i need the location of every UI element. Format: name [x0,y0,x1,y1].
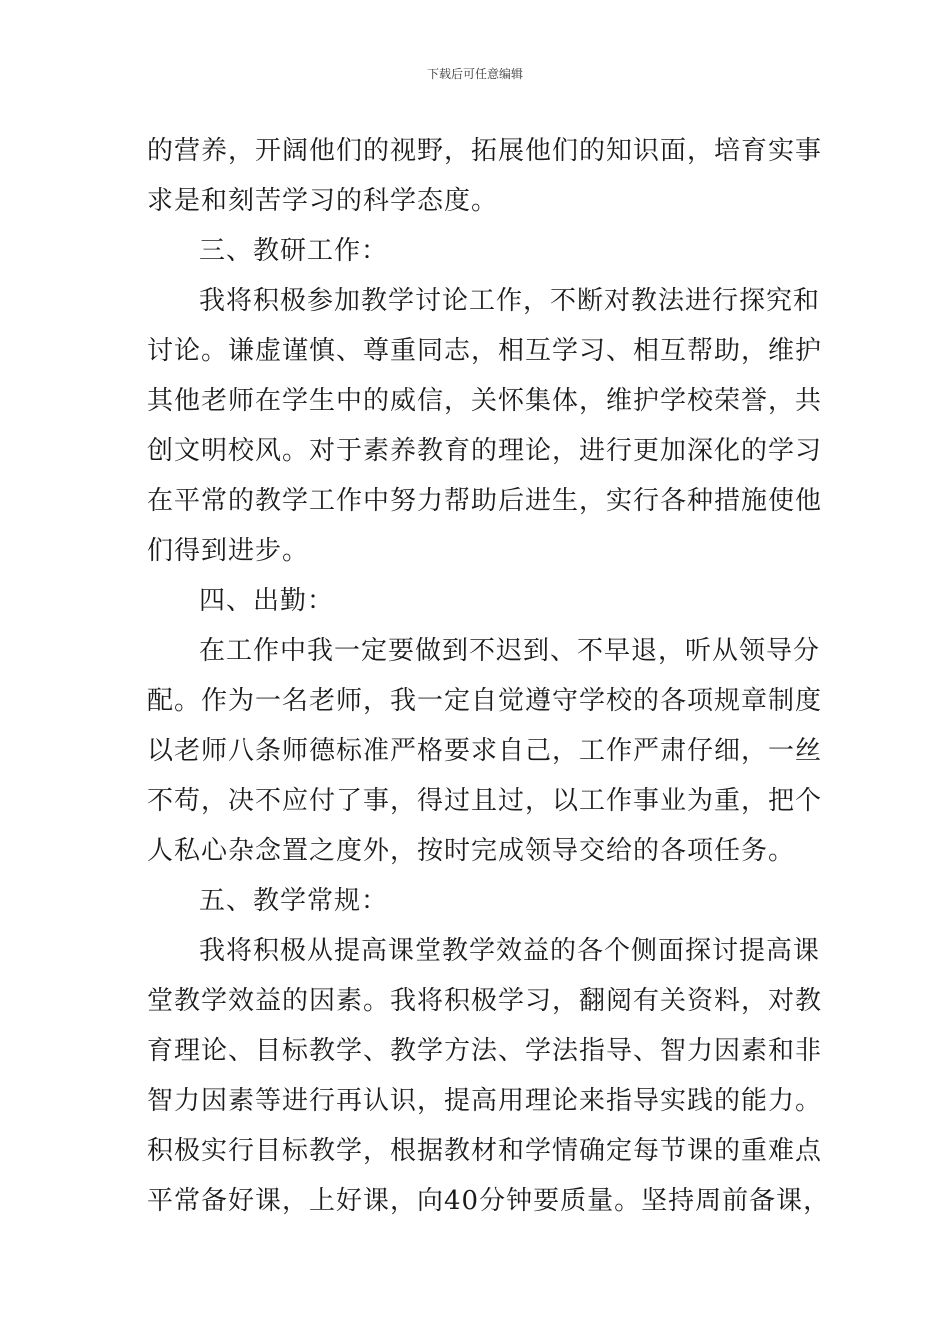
text-line: 讨论。谦虚谨慎、尊重同志，相互学习、相互帮助，维护 [147,336,823,366]
text-line: 我将积极参加教学讨论工作，不断对教法进行探究和 [199,286,821,316]
text-line: 四、出勤： [199,586,335,616]
page-header: 下载后可任意编辑 [426,67,523,81]
text-line: 创文明校风。对于素养教育的理论，进行更加深化的学习 [147,436,823,466]
text-line: 在平常的教学工作中努力帮助后进生，实行各种措施使他 [147,486,823,516]
text-line: 的营养，开阔他们的视野，拓展他们的知识面，培育实事 [147,136,823,166]
text-line: 以老师八条师德标准严格要求自己，工作严肃仔细，一丝 [147,736,823,766]
document-body [147,126,831,1226]
text-line: 人私心杂念置之度外，按时完成领导交给的各项任务。 [147,836,796,866]
text-line: 平常备好课，上好课，向40分钟要质量。坚持周前备课， [147,1186,831,1216]
text-line: 智力因素等进行再认识，提高用理论来指导实践的能力。 [147,1086,823,1116]
text-line: 育理论、目标教学、教学方法、学法指导、智力因素和非 [147,1036,823,1066]
text-line: 不苟，决不应付了事，得过且过，以工作事业为重，把个 [147,786,823,816]
text-line: 三、教研工作： [199,236,389,266]
text-line: 配。作为一名老师，我一定自觉遵守学校的各项规章制度 [147,686,823,716]
text-line: 我将积极从提高课堂教学效益的各个侧面探讨提高课 [199,936,821,966]
text-line: 堂教学效益的因素。我将积极学习，翻阅有关资料，对教 [147,986,823,1016]
text-line: 求是和刻苦学习的科学态度。 [147,186,499,216]
text-line: 们得到进步。 [147,536,310,566]
text-line: 在工作中我一定要做到不迟到、不早退，听从领导分 [199,636,821,666]
text-line: 积极实行目标教学，根据教材和学情确定每节课的重难点 [147,1136,823,1166]
text-line: 其他老师在学生中的威信，关怀集体，维护学校荣誉，共 [147,386,823,416]
text-line: 五、教学常规： [199,886,389,916]
